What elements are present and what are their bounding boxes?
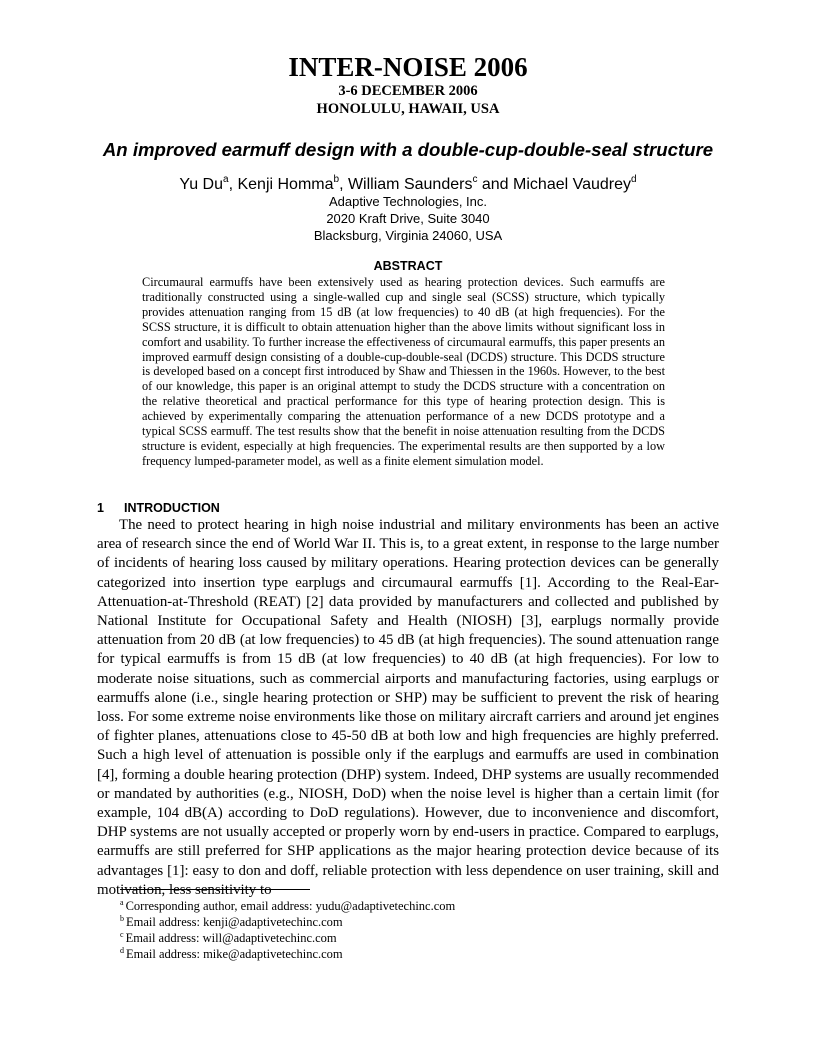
affiliation-city: Blacksburg, Virginia 24060, USA: [313, 228, 503, 243]
footnote-mark: c: [120, 930, 124, 939]
footnote-text: Corresponding author, email address: yudu@adaptivetechinc.com: [125, 899, 456, 913]
footnote: [120, 914, 680, 930]
conference-location: HONOLULU, HAWAII, USA: [316, 101, 500, 117]
footnote: [120, 930, 680, 946]
section-number: 1: [97, 501, 104, 515]
footnote: [120, 898, 680, 914]
section-title: INTRODUCTION: [124, 501, 220, 515]
author-list: [0, 175, 816, 195]
author-separator: and: [477, 176, 514, 193]
author-separator: ,: [339, 176, 348, 193]
affiliation-street: 2020 Kraft Drive, Suite 3040: [326, 211, 490, 226]
introduction-body: The need to protect hearing in high noise industrial and military environments has been an active area of research since the end of World War II. This is, to a great extent, in response to the large number of incidents of hearing loss caused by military operations. Hearing protection devices can be generally categorized into insertion type earplugs and circumaural earmuffs [1]. According to the Real-Ear-Attenuation-at-Threshold (REAT) [2] data provided by manufacturers and collected and published by National Institute for Occupational Safety and Health (NIOSH) [3], earplugs normally provide attenuation from 20 dB (at low frequencies) to 45 dB (at high frequencies). The sound attenuation range for typical earmuffs is from 15 dB (at low frequencies) to 40 dB (at high frequencies). For low to moderate noise situations, such as commercial airports and manufacturing factories, using earplugs or earmuffs alone (i.e., single hearing protection or SHP) may be sufficient to prevent the risk of hearing loss. For some extreme noise environments like those on military aircraft carriers and around jet engines of fighter planes, attenuations close to 45-50 dB at both low and high frequencies are highly preferred. Such a high level of attenuation is possible only if the earplugs and earmuffs are used in combination [4], forming a double hearing protection (DHP) system. Indeed, DHP systems are usually recommended or mandated by authorities (e.g., NIOSH, DoD) when the noise level is higher than a certain limit (for example, 104 dB(A) according to DoD regulations). However, due to inconvenience and discomfort, DHP systems are not usually accepted or properly worn by end-users in practice. Compared to earplugs, earmuffs are still preferred for SHP applications as the major hearing protection device because of its advantages [1]: easy to don and doff, reliable protection with less dependence on user training, skill and motivation, less sensitivity to: [97, 517, 719, 898]
author-mark: d: [631, 174, 637, 185]
author-separator: ,: [228, 176, 238, 193]
author-mark: c: [472, 174, 478, 185]
author-name: Michael Vaudrey: [513, 176, 632, 193]
paper-title: An improved earmuff design with a double-cup-double-seal structure: [102, 139, 714, 160]
footnote-text: Email address: kenji@adaptivetechinc.com: [126, 915, 343, 929]
affiliation-organization: Adaptive Technologies, Inc.: [328, 194, 488, 209]
section-heading: [97, 501, 220, 516]
conference-dates: 3-6 DECEMBER 2006: [338, 83, 478, 99]
abstract-text: Circumaural earmuffs have been extensively used as hearing protection devices. Such earmuffs are traditionally constructed using a single-walled cup and single seal (SCSS) structure, which typically provides attenuation ranging from 15 dB (at low frequencies) to 40 dB (at high frequencies). For the SCSS structure, it is difficult to obtain attenuation higher than the above limits without significant loss in comfort and usability. To further increase the effectiveness of circumaural earmuffs, this paper presents an improved earmuff design consisting of a double-cup-double-seal (DCDS) structure. This DCDS structure is developed based on a concept first introduced by Shaw and Thiessen in the 1960s. However, to the best of our knowledge, this paper is an original attempt to study the DCDS structure with a concentration on the relative theoretical and practical performance for this type of hearing protection design. This is achieved by experimentally comparing the attenuation performance of a new DCDS prototype and a typical SCSS earmuff. The test results show that the benefit in noise attenuation resulting from the DCDS structure is evident, especially at high frequencies. The experimental results are then supported by a low frequency lumped-parameter model, as well as a finite element simulation model.: [142, 275, 665, 468]
author-name: Yu Du: [179, 176, 224, 193]
footnote-divider: [120, 889, 310, 890]
footnote-mark: a: [120, 898, 124, 907]
author-name: William Saunders: [347, 176, 473, 193]
author-name: Kenji Homma: [237, 176, 334, 193]
conference-title: INTER-NOISE 2006: [288, 52, 528, 82]
abstract-heading: ABSTRACT: [373, 259, 443, 273]
footnotes: [120, 898, 680, 962]
author-mark: b: [333, 174, 340, 185]
author-mark: a: [223, 174, 229, 185]
footnote-mark: d: [120, 946, 124, 955]
footnote-text: Email address: mike@adaptivetechinc.com: [126, 947, 343, 961]
footnote-mark: b: [120, 914, 124, 923]
footnote: [120, 946, 680, 962]
footnote-text: Email address: will@adaptivetechinc.com: [125, 931, 337, 945]
